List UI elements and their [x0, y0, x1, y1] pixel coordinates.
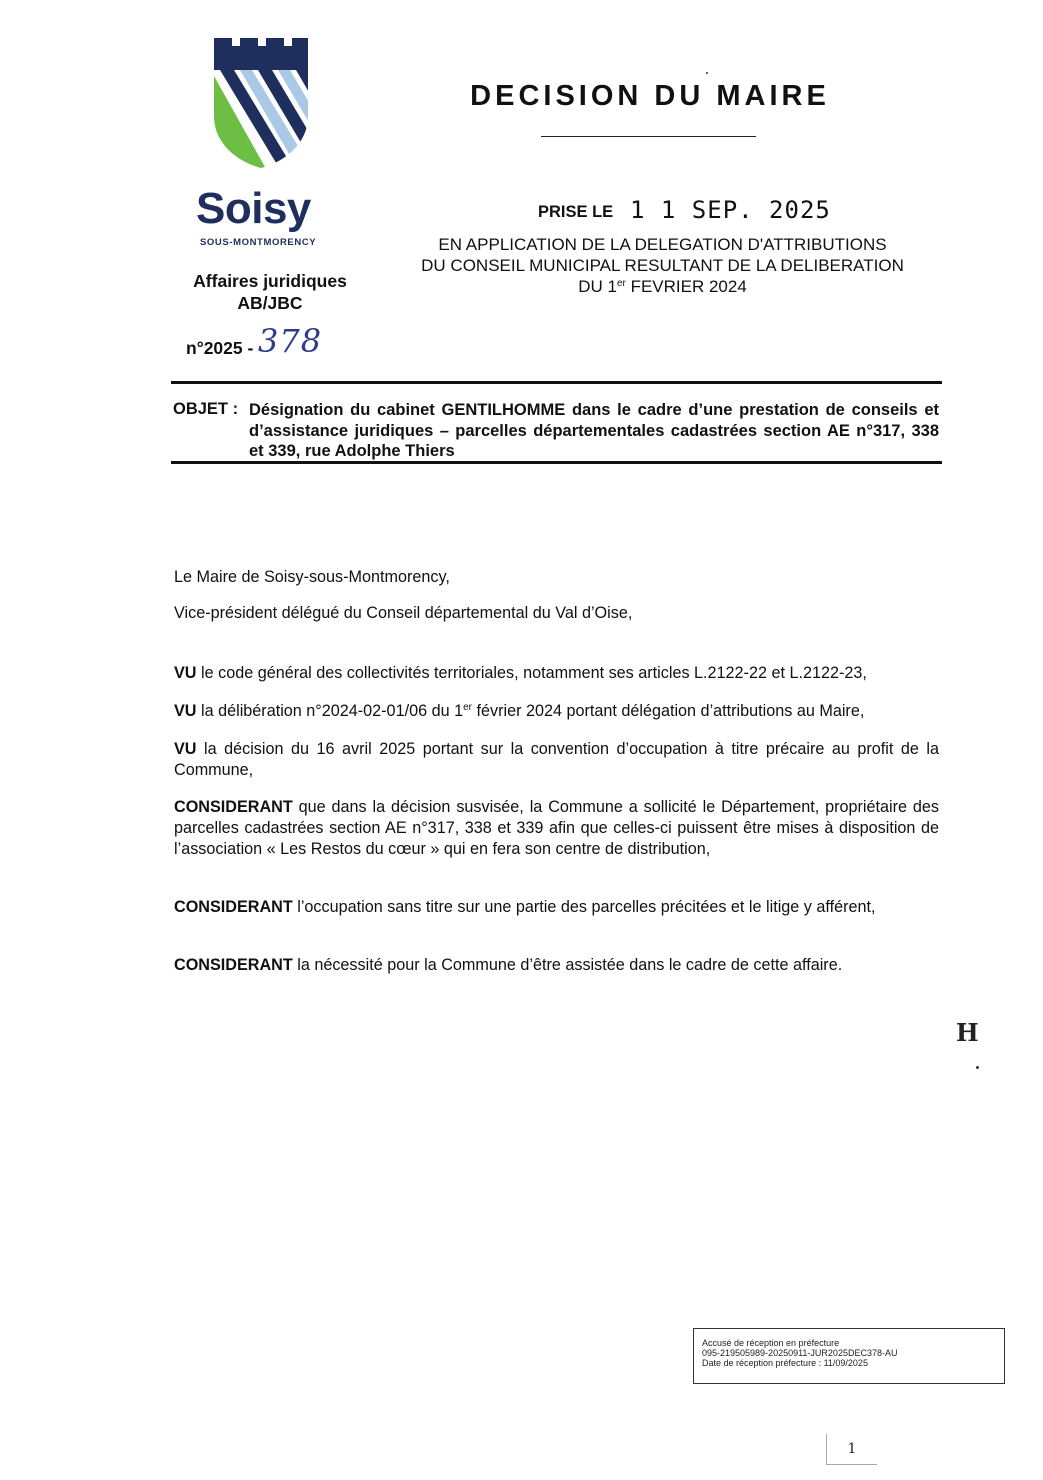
visa-paragraph: VU la décision du 16 avril 2025 portant sur la convention d’occupation à titre précaire au profit de la Commune,: [174, 740, 939, 779]
objet-top-rule: [171, 381, 942, 384]
objet-bottom-rule: [171, 461, 942, 464]
title-divider: [541, 136, 756, 137]
considerant-paragraph: CONSIDERANT que dans la décision susvisée, la Commune a sollicité le Département, propriétaire des parcelles cadastrées section AE n°317, 338 et 339 afin que celles-ci puissent être mises à disposition de l’association « Les Restos du cœur » qui en fera son centre de distribution,: [174, 798, 939, 858]
visa-paragraph: VU le code général des collectivités territoriales, notamment ses articles L.2122-22 et L.2122-23,: [174, 664, 867, 682]
maire-line: Le Maire de Soisy-sous-Montmorency,: [174, 568, 450, 586]
logo-name: Soisy: [196, 184, 311, 233]
objet-label: OBJET :: [173, 400, 239, 418]
decision-number-handwritten: 378: [258, 322, 323, 360]
stamp-line: Date de réception préfecture : 11/09/2025: [702, 1358, 868, 1368]
delegation-line: EN APPLICATION DE LA DELEGATION D'ATTRIBUTIONS: [438, 235, 887, 254]
prefecture-receipt-stamp: [693, 1328, 1005, 1384]
soisy-logo-icon: [210, 36, 310, 172]
scan-speck: [976, 1066, 979, 1069]
service-block: [170, 270, 370, 314]
delegation-line: DU CONSEIL MUNICIPAL RESULTANT DE LA DELIBERATION: [421, 256, 904, 275]
maire-title-line: Vice-président délégué du Conseil départemental du Val d’Oise,: [174, 604, 633, 622]
logo-subtitle: SOUS-MONTMORENCY: [200, 237, 317, 248]
considerant-paragraph: CONSIDERANT l’occupation sans titre sur une partie des parcelles précitées et le litige y afférent,: [174, 898, 876, 916]
delegation-line: DU 1er FEVRIER 2024: [578, 277, 747, 296]
service-initials: AB/JBC: [237, 293, 303, 313]
considerant-paragraph: CONSIDERANT la nécessité pour la Commune d’être assistée dans le cadre de cette affaire.: [174, 956, 843, 974]
objet-text: Désignation du cabinet GENTILHOMME dans le cadre d’une prestation de conseils et d’assistance juridiques – parcelles départementales cadastrées section AE n°317, 338 et 339, rue Adolphe Thiers: [249, 401, 939, 460]
handwritten-mark: H: [956, 1018, 979, 1047]
prise-date-stamp: 1 1 SEP. 2025: [630, 196, 831, 224]
prise-label: PRISE LE: [538, 203, 614, 221]
page-title: DECISION DU MAIRE: [470, 80, 830, 112]
decision-number-prefix: n°2025 -: [186, 338, 254, 358]
service-name: Affaires juridiques: [193, 271, 347, 291]
page-number: 1: [826, 1434, 877, 1465]
stamp-line: Accusé de réception en préfecture: [702, 1338, 840, 1348]
scan-speck: [706, 72, 708, 74]
visa-paragraph: VU la délibération n°2024-02-01/06 du 1er février 2024 portant délégation d’attributions au Maire,: [174, 702, 865, 720]
stamp-line: 095-219505989-20250911-JUR2025DEC378-AU: [702, 1348, 898, 1358]
delegation-text: [400, 234, 925, 297]
